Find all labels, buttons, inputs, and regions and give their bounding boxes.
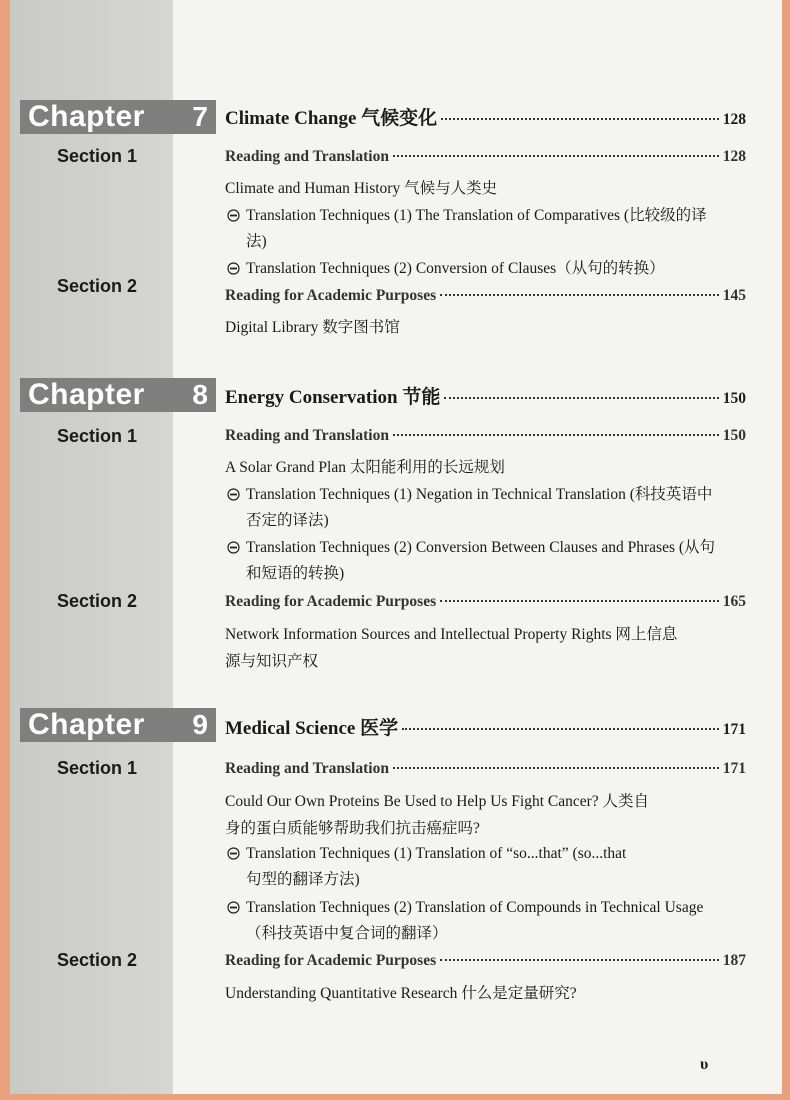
section-entry[interactable] <box>225 952 746 970</box>
page-number: 187 <box>722 952 746 969</box>
leader-dots <box>393 155 719 157</box>
passage-title: Network Information Sources and Intellectual Property Rights 网上信息源与知识产权 <box>225 626 678 670</box>
chapter-8-banner <box>20 378 216 412</box>
section-label: Section 1 <box>57 758 138 778</box>
leader-dots <box>393 434 719 436</box>
circle-bullet-icon <box>227 262 240 275</box>
passage-title: Could Our Own Proteins Be Used to Help Us Fight Cancer? 人类自身的蛋白质能够帮助我们抗击癌症吗? <box>225 793 650 837</box>
page-folio: υ <box>700 1056 709 1073</box>
chapter-label: Chapter <box>28 708 145 741</box>
chapter-number: 9 <box>192 709 208 740</box>
page-number: 128 <box>722 111 746 128</box>
passage-title: Digital Library 数字图书馆 <box>225 319 400 336</box>
chapter-number: 7 <box>192 101 208 132</box>
passage-title: Climate and Human History 气候与人类史 <box>225 180 498 197</box>
section-label: Section 2 <box>57 591 138 611</box>
leader-dots <box>402 728 719 730</box>
leader-dots <box>441 118 719 120</box>
section-heading: Reading for Academic Purposes <box>225 287 437 304</box>
section-label: Section 2 <box>57 950 138 970</box>
section-entry[interactable] <box>225 287 746 305</box>
chapter-9-entry[interactable] <box>225 713 746 740</box>
section-entry[interactable] <box>225 593 746 611</box>
toc-page <box>10 0 782 1094</box>
leader-dots <box>393 767 719 769</box>
circle-bullet-icon <box>227 541 240 554</box>
technique-item: Translation Techniques (2) Conversion Between Clauses and Phrases (从句和短语的转换) <box>246 539 716 582</box>
section-heading: Reading and Translation <box>225 760 389 777</box>
page-number: 150 <box>722 427 746 444</box>
chapter-label: Chapter <box>28 378 145 411</box>
technique-item: Translation Techniques (1) Negation in Technical Translation (科技英语中否定的译法) <box>246 486 713 529</box>
chapter-7-entry[interactable] <box>225 103 746 130</box>
chapter-9-banner <box>20 708 216 742</box>
chapter-label: Chapter <box>28 100 145 133</box>
section-entry[interactable] <box>225 760 746 778</box>
technique-item: Translation Techniques (2) Conversion of Clauses（从句的转换） <box>246 260 665 277</box>
chapter-7-banner <box>20 100 216 134</box>
page-number: 165 <box>722 593 746 610</box>
passage-title: Understanding Quantitative Research 什么是定量研究? <box>225 985 577 1002</box>
leader-dots <box>440 959 719 961</box>
section-entry[interactable] <box>225 427 746 445</box>
technique-item: Translation Techniques (1) Translation of “so...that” (so...that 句型的翻译方法) <box>246 845 627 888</box>
section-heading: Reading for Academic Purposes <box>225 593 437 610</box>
page-number: 128 <box>722 148 746 165</box>
section-heading: Reading for Academic Purposes <box>225 952 437 969</box>
leader-dots <box>444 397 718 399</box>
circle-bullet-icon <box>227 901 240 914</box>
section-label: Section 1 <box>57 426 138 446</box>
circle-bullet-icon <box>227 847 240 860</box>
section-heading: Reading and Translation <box>225 148 389 165</box>
section-label: Section 2 <box>57 276 138 296</box>
chapter-8-entry[interactable] <box>225 382 746 409</box>
section-label: Section 1 <box>57 146 138 166</box>
section-entry[interactable] <box>225 148 746 166</box>
chapter-title: Energy Conservation 节能 <box>225 387 441 408</box>
circle-bullet-icon <box>227 209 240 222</box>
section-heading: Reading and Translation <box>225 427 389 444</box>
page-number: 150 <box>722 390 746 407</box>
leader-dots <box>440 600 719 602</box>
page-number: 145 <box>722 287 746 304</box>
technique-item: Translation Techniques (2) Translation of Compounds in Technical Usage（科技英语中复合词的翻译） <box>246 899 704 942</box>
chapter-title: Medical Science 医学 <box>225 718 399 739</box>
technique-item: Translation Techniques (1) The Translation of Comparatives (比较级的译法) <box>246 207 707 250</box>
page-number: 171 <box>722 760 746 777</box>
chapter-title: Climate Change 气候变化 <box>225 108 438 129</box>
passage-title: A Solar Grand Plan 太阳能利用的长远规划 <box>225 459 505 476</box>
leader-dots <box>440 294 719 296</box>
circle-bullet-icon <box>227 488 240 501</box>
chapter-number: 8 <box>192 379 208 410</box>
page-number: 171 <box>722 721 746 738</box>
